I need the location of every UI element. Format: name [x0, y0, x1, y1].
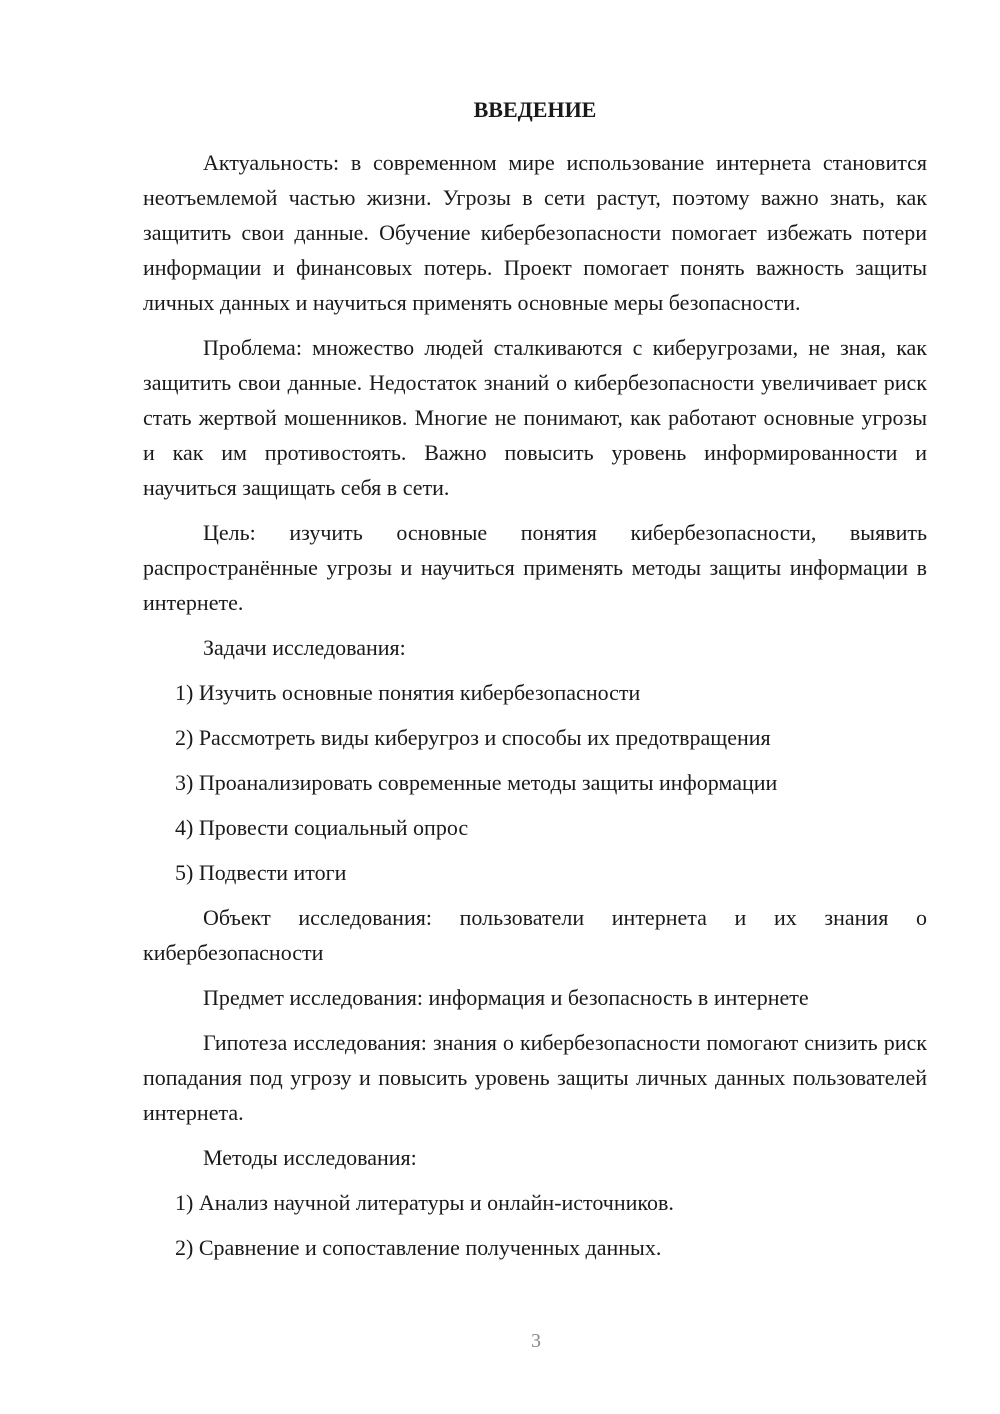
methods-heading: Методы исследования:: [203, 1145, 417, 1170]
tasks-list: [143, 675, 927, 890]
list-item: 1) Изучить основные понятия кибербезопасности: [175, 680, 641, 705]
list-item: 4) Провести социальный опрос: [175, 815, 469, 840]
goal-paragraph: Цель: изучить основные понятия кибербезопасности, выявить распространённые угрозы и научиться применять методы защиты информации в интернете.: [143, 520, 927, 615]
list-item: 1) Анализ научной литературы и онлайн-источников.: [175, 1190, 674, 1215]
list-item: 2) Рассмотреть виды киберугроз и способы их предотвращения: [175, 725, 771, 750]
page-title: ВВЕДЕНИЕ: [473, 97, 597, 122]
object-paragraph: Объект исследования: пользователи интернета и их знания о кибербезопасности: [143, 905, 927, 965]
problem-paragraph: Проблема: множество людей сталкиваются с киберугрозами, не зная, как защитить свои данные. Недостаток знаний о кибербезопасности увеличивает риск стать жертвой мошенников. Многие не понимают, как работают основные угрозы и как им противостоять. Важно повысить уровень информированности и научиться защищать себя в сети.: [143, 335, 927, 500]
relevance-paragraph: Актуальность: в современном мире использование интернета становится неотъемлемой частью жизни. Угрозы в сети растут, поэтому важно знать, как защитить свои данные. Обучение кибербезопасности помогает избежать потери информации и финансовых потерь. Проект помогает понять важность защиты личных данных и научиться применять основные меры безопасности.: [143, 150, 927, 315]
list-item: 2) Сравнение и сопоставление полученных данных.: [175, 1235, 662, 1260]
list-item: 5) Подвести итоги: [175, 860, 347, 885]
subject-paragraph: Предмет исследования: информация и безопасность в интернете: [203, 985, 809, 1010]
tasks-heading: Задачи исследования:: [203, 635, 406, 660]
page-number: 3: [531, 1330, 541, 1352]
list-item: 3) Проанализировать современные методы защиты информации: [175, 770, 778, 795]
hypothesis-paragraph: Гипотеза исследования: знания о кибербезопасности помогают снизить риск попадания под угрозу и повысить уровень защиты личных данных пользователей интернета.: [143, 1030, 927, 1125]
document-page: [143, 95, 927, 1275]
methods-list: [143, 1185, 927, 1265]
